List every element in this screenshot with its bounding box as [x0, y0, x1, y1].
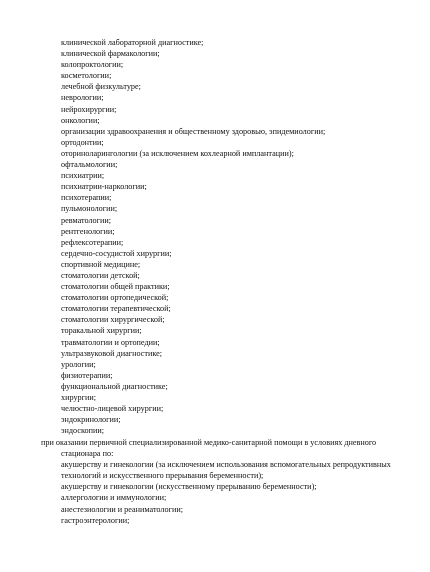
list-item: организации здравоохранения и общественному здоровью, эпидемиологии;: [61, 126, 326, 136]
list-item: лечебной физкультуре;: [61, 82, 141, 92]
list-item: психиатрии;: [61, 171, 105, 181]
list-item: психотерапии;: [61, 193, 112, 203]
list-item: функциональной диагностике;: [61, 381, 168, 391]
list-item: торакальной хирургии;: [61, 326, 142, 336]
section-item: [41, 504, 413, 515]
list-item: ультразвуковой диагностике;: [61, 348, 163, 358]
list-item: стоматологии ортопедической;: [61, 293, 169, 303]
list-item: челюстно-лицевой хирургии;: [61, 404, 164, 414]
list-item: физиотерапии;: [61, 370, 113, 380]
list-item: клинической фармакологии;: [61, 49, 160, 59]
list-item: пульмонологии;: [61, 204, 118, 214]
section-intro-line: при оказании первичной специализированной медико-санитарной помощи в условиях дневного: [41, 438, 377, 447]
list-item: эндоскопии;: [61, 426, 105, 436]
list-item: стоматологии детской;: [61, 270, 140, 280]
list-item: офтальмологии;: [61, 160, 118, 170]
list-item: хирургии;: [61, 393, 97, 402]
section-intro: [41, 437, 413, 459]
list-item: ревматологии;: [61, 215, 112, 225]
section-intro-line: стационара по:: [61, 449, 114, 459]
list-item: стоматологии общей практики;: [61, 282, 170, 292]
list-item: рентгенологии;: [61, 226, 115, 236]
list-item: клинической лабораторной диагностике;: [61, 38, 204, 47]
section-item: [41, 459, 413, 481]
list-item: травматологии и ортопедии;: [61, 337, 160, 347]
section-item: [41, 515, 413, 526]
list-item: эндокринологии;: [61, 415, 121, 425]
list-item: спортивной медицине;: [61, 259, 141, 269]
specialty-list: [61, 37, 421, 436]
list-item: сердечно-сосудистой хирургии;: [61, 248, 172, 258]
section-item-line: технологий и искусственного прерывания беременности);: [61, 471, 264, 481]
section-item: [41, 481, 413, 492]
list-item: психиатрии-наркологии;: [61, 182, 147, 192]
section-item-line: акушерству и гинекологии (за исключением использования вспомогательных репродуктивных: [61, 460, 391, 470]
list-item: ортодонтии;: [61, 137, 104, 147]
list-item: стоматологии хирургической;: [61, 315, 165, 325]
list-item: неврологии;: [61, 93, 104, 103]
list-item: урологии;: [61, 359, 96, 369]
section-item-line: гастроэнтерологии;: [61, 515, 130, 525]
section-item: [41, 492, 413, 503]
list-item: нейрохирургии;: [61, 104, 117, 114]
section-item-line: аллергологии и иммунологии;: [61, 493, 167, 503]
list-item: стоматологии терапевтической;: [61, 304, 171, 314]
list-item: косметологии;: [61, 71, 112, 81]
list-item: онкологии;: [61, 115, 100, 125]
section-item-line: анестезиологии и реаниматологии;: [61, 504, 183, 514]
list-item: оториноларингологии (за исключением кохлеарной имплантации);: [61, 148, 294, 158]
day-hospital-section: [41, 437, 413, 526]
list-item: рефлексотерапии;: [61, 237, 124, 247]
list-item: колопроктологии;: [61, 60, 124, 70]
section-item-line: акушерству и гинекологии (искусственному прерыванию беременности);: [61, 482, 317, 492]
